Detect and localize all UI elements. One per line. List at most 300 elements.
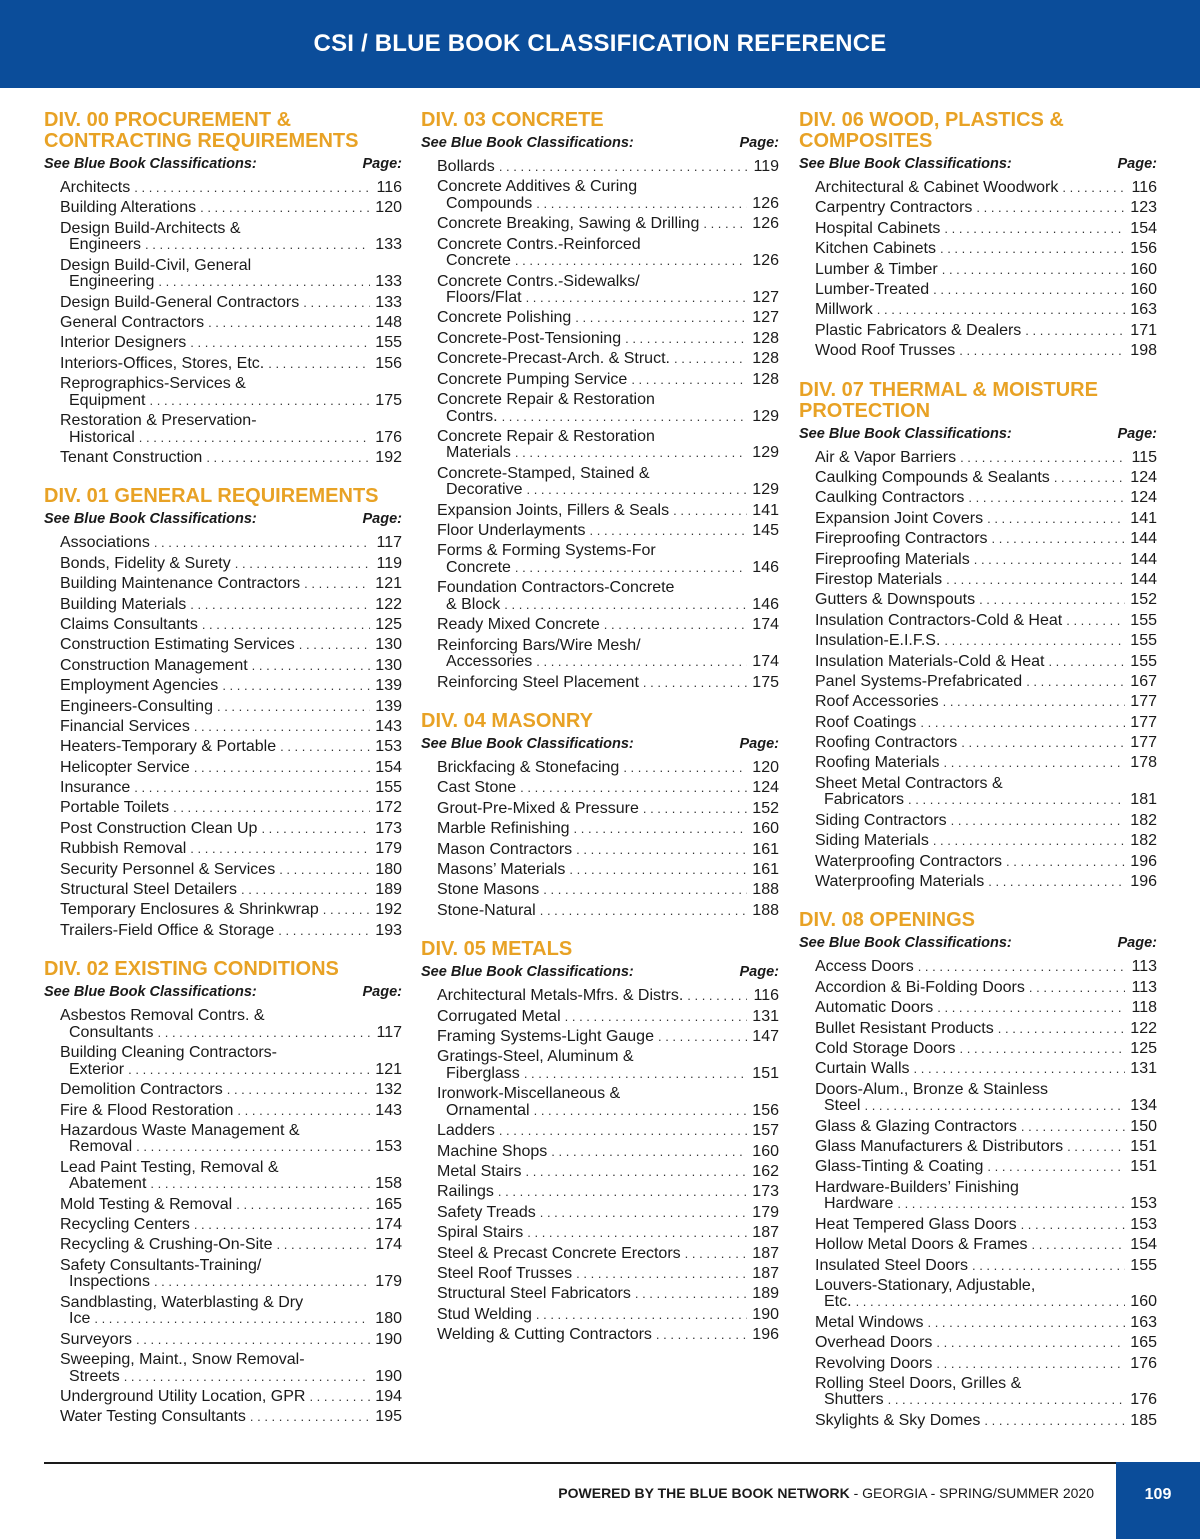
entry-page: 173 — [375, 819, 402, 837]
entry-row — [815, 221, 1157, 238]
dot-leader — [128, 1062, 370, 1079]
dot-leader — [536, 654, 747, 671]
classification-entry — [437, 1286, 779, 1303]
entry-page: 121 — [375, 575, 402, 593]
entry-row — [815, 323, 1157, 340]
classification-entry — [437, 1123, 779, 1140]
dot-leader — [943, 694, 1125, 711]
entry-row — [437, 290, 779, 307]
entry-name-line: Fire & Flood Restoration — [60, 1101, 234, 1119]
entry-page: 178 — [1130, 754, 1157, 772]
entry-page: 160 — [752, 1142, 779, 1160]
entry-name-line: Fireproofing Materials — [815, 550, 970, 568]
dot-leader — [134, 780, 370, 797]
entry-row — [60, 617, 402, 634]
entry-page: 157 — [752, 1122, 779, 1140]
classification-entry — [437, 1086, 779, 1119]
entry-page: 125 — [1130, 1040, 1157, 1057]
dot-leader — [136, 1332, 370, 1349]
division-title — [44, 486, 402, 507]
entry-page: 122 — [375, 595, 402, 613]
entry-row — [815, 755, 1157, 772]
classification-entry — [815, 1278, 1157, 1311]
entry-row — [60, 1025, 402, 1042]
entry-page: 134 — [1130, 1097, 1157, 1115]
page-label: Page: — [362, 511, 402, 528]
division-section — [799, 380, 1157, 891]
entry-name-line: Asbestos Removal Contrs. & — [60, 1007, 265, 1025]
entry-name-line: Welding & Cutting Contractors — [437, 1326, 652, 1344]
dot-leader — [590, 523, 748, 540]
classification-entry — [60, 1389, 402, 1406]
dot-leader — [1021, 1217, 1125, 1234]
entry-row — [437, 1225, 779, 1242]
entry-name-line: & Block — [446, 595, 501, 613]
entry-row — [815, 715, 1157, 732]
entry-name-line: Insulation Materials-Cold & Heat — [815, 652, 1045, 670]
entry-page: 163 — [1130, 1313, 1157, 1331]
entry-page: 175 — [752, 673, 779, 691]
entry-row — [437, 1266, 779, 1283]
entry-name-line: Steel Roof Trusses — [437, 1264, 573, 1282]
entry-name-line: Trailers-Field Office & Storage — [60, 921, 275, 939]
classification-header — [44, 156, 402, 173]
entry-row — [60, 1217, 402, 1234]
entry-row — [815, 1315, 1157, 1332]
dot-leader — [920, 715, 1125, 732]
dot-leader — [277, 1237, 370, 1254]
entry-name-line: Gratings-Steel, Aluminum & — [437, 1048, 634, 1066]
entry-row — [437, 862, 779, 879]
dot-leader — [551, 1144, 747, 1161]
classification-entry — [437, 638, 779, 671]
entry-page: 146 — [752, 558, 779, 576]
entry-page: 162 — [752, 1163, 779, 1180]
entry-row — [437, 903, 779, 920]
entry-page: 115 — [1131, 448, 1157, 466]
classification-header — [799, 156, 1157, 173]
dot-leader — [987, 1159, 1125, 1176]
entry-row — [437, 1144, 779, 1161]
page-label: Page: — [739, 964, 779, 981]
classification-entry — [815, 959, 1157, 976]
dot-leader — [124, 1369, 370, 1386]
classification-entry — [815, 755, 1157, 772]
dot-leader — [304, 576, 370, 593]
entry-name-line: Stud Welding — [437, 1305, 532, 1323]
dot-leader — [961, 735, 1125, 752]
entry-page: 196 — [752, 1326, 779, 1344]
entry-row — [437, 617, 779, 634]
classification-entry — [60, 1103, 402, 1120]
dot-leader — [927, 1315, 1125, 1332]
dot-leader — [540, 903, 747, 920]
entry-row — [437, 1009, 779, 1026]
entry-row — [815, 813, 1157, 830]
entry-row — [437, 196, 779, 213]
entry-page: 167 — [1130, 672, 1157, 690]
classification-label: See Blue Book Classifications: — [44, 984, 257, 1001]
dot-leader — [499, 159, 747, 176]
dot-leader — [888, 1392, 1125, 1409]
dot-leader — [515, 560, 747, 577]
division-title-line: DIV. 06 WOOD, PLASTICS & — [799, 109, 1064, 131]
classification-label: See Blue Book Classifications: — [421, 964, 634, 981]
entry-page: 123 — [1130, 199, 1157, 217]
entry-page: 124 — [1130, 489, 1157, 507]
dot-leader — [543, 882, 747, 899]
dot-leader — [278, 923, 370, 940]
dot-leader — [217, 699, 370, 716]
entry-row — [815, 1159, 1157, 1176]
entry-row — [437, 351, 779, 368]
classification-entry — [437, 1307, 779, 1324]
footer-brand: POWERED BY THE BLUE BOOK NETWORK — [558, 1485, 850, 1501]
entry-name-line: Glass & Glazing Contractors — [815, 1117, 1017, 1135]
entry-row — [60, 1103, 402, 1120]
classification-entry — [437, 372, 779, 389]
dot-leader — [520, 780, 747, 797]
entry-page: 192 — [375, 901, 402, 919]
entry-row — [437, 1327, 779, 1344]
entry-page: 172 — [375, 799, 402, 817]
entry-page: 113 — [1131, 958, 1157, 976]
dot-leader — [918, 959, 1125, 976]
entry-page: 179 — [375, 840, 402, 858]
classification-entry — [437, 1184, 779, 1201]
dot-leader — [502, 409, 747, 426]
page-label: Page: — [1117, 425, 1157, 442]
dot-leader — [1006, 854, 1125, 871]
dot-leader — [158, 1025, 371, 1042]
entry-name-line: Panel Systems-Prefabricated — [815, 672, 1023, 690]
classification-label: See Blue Book Classifications: — [44, 156, 257, 172]
entry-name-line: Spiral Stairs — [437, 1224, 524, 1242]
classification-entry — [815, 1335, 1157, 1352]
entry-page: 152 — [752, 799, 779, 817]
division-section — [799, 110, 1157, 360]
entry-name-line: Streets — [69, 1367, 120, 1385]
dot-leader — [194, 1217, 370, 1234]
entry-name-line: Rolling Steel Doors, Grilles & — [815, 1374, 1022, 1392]
entry-page: 132 — [375, 1081, 402, 1099]
entry-page: 171 — [1130, 321, 1157, 339]
entry-row — [60, 556, 402, 573]
classification-list — [60, 535, 402, 939]
entry-name-line: Safety Treads — [437, 1203, 536, 1221]
entry-row — [60, 356, 402, 373]
page-number-box — [1116, 1462, 1200, 1539]
entry-row — [437, 1066, 779, 1083]
entry-name-line: Corrugated Metal — [437, 1007, 561, 1025]
entry-page: 161 — [752, 860, 779, 878]
classification-entry — [60, 1045, 402, 1078]
entry-page: 179 — [375, 1273, 402, 1291]
dot-leader — [268, 356, 370, 373]
entry-name-line: Mold Testing & Removal — [60, 1195, 233, 1213]
entry-name-line: Hardware — [824, 1195, 894, 1213]
entry-name-line: Engineers-Consulting — [60, 697, 213, 715]
entry-name-line: Carpentry Contractors — [815, 199, 973, 217]
entry-page: 133 — [375, 273, 402, 291]
entry-row — [60, 237, 402, 254]
dot-leader — [524, 1066, 747, 1083]
division-title-line: DIV. 08 OPENINGS — [799, 909, 975, 932]
entry-row — [815, 735, 1157, 752]
dot-leader — [687, 988, 747, 1005]
footer-text — [558, 1485, 1094, 1501]
entry-name-line: Portable Toilets — [60, 799, 170, 817]
classification-entry — [437, 1164, 779, 1181]
dot-leader — [968, 490, 1125, 507]
dot-leader — [960, 1041, 1125, 1058]
entry-page: 185 — [1130, 1411, 1157, 1429]
entry-name-line: Interiors-Offices, Stores, Etc. — [60, 354, 265, 372]
entry-row — [815, 854, 1157, 871]
entry-name-line: Contrs. — [446, 407, 498, 425]
entry-page: 176 — [1130, 1391, 1157, 1409]
dot-leader — [504, 597, 747, 614]
entry-page: 188 — [752, 881, 779, 899]
division-title-line: DIV. 03 CONCRETE — [421, 109, 604, 131]
column-3 — [799, 110, 1157, 1449]
entry-name-line: Revolving Doors — [815, 1354, 933, 1372]
dot-leader — [527, 1225, 747, 1242]
classification-entry — [60, 576, 402, 593]
dot-leader — [252, 658, 370, 675]
division-title — [421, 110, 779, 131]
division-title — [421, 711, 779, 732]
entry-name-line: Lead Paint Testing, Removal & — [60, 1158, 279, 1176]
entry-name-line: Steel & Precast Concrete Erectors — [437, 1244, 681, 1262]
classification-entry — [815, 343, 1157, 360]
dot-leader — [515, 253, 747, 270]
entry-page: 156 — [375, 354, 402, 372]
entry-page: 187 — [752, 1244, 779, 1262]
entry-name-line: Concrete-Stamped, Stained & — [437, 464, 650, 482]
entry-row — [815, 1294, 1157, 1311]
footer-rule — [44, 1462, 1116, 1464]
entry-page: 154 — [1130, 219, 1157, 237]
entry-name-line: Insulated Steel Doors — [815, 1256, 968, 1274]
entry-name-line: Concrete — [446, 558, 511, 576]
entry-page: 119 — [753, 158, 779, 175]
entry-page: 153 — [375, 738, 402, 756]
entry-row — [815, 180, 1157, 197]
classification-entry — [60, 658, 402, 675]
entry-name-line: Sheet Metal Contractors & — [815, 774, 1003, 792]
entry-row — [60, 821, 402, 838]
entry-page: 160 — [1130, 1293, 1157, 1311]
entry-name-line: Sandblasting, Waterblasting & Dry — [60, 1293, 304, 1311]
entry-row — [815, 200, 1157, 217]
classification-entry — [437, 392, 779, 425]
dot-leader — [673, 503, 747, 520]
entry-name-line: Cast Stone — [437, 779, 517, 797]
entry-row — [437, 1246, 779, 1263]
entry-page: 141 — [752, 501, 779, 519]
classification-entry — [60, 821, 402, 838]
entry-name-line: Bullet Resistant Products — [815, 1019, 994, 1037]
classification-entry — [815, 552, 1157, 569]
entry-row — [815, 262, 1157, 279]
dot-leader — [236, 1197, 370, 1214]
entry-name-line: Concrete-Post-Tensioning — [437, 329, 622, 347]
dot-leader — [498, 1184, 747, 1201]
entry-row — [60, 902, 402, 919]
entry-name-line: Accordion & Bi-Folding Doors — [815, 978, 1025, 996]
entry-page: 147 — [752, 1028, 779, 1046]
entry-name-line: Decorative — [446, 481, 523, 499]
dot-leader — [190, 597, 370, 614]
entry-row — [815, 302, 1157, 319]
classification-entry — [437, 862, 779, 879]
classification-entry — [815, 694, 1157, 711]
entry-name-line: Financial Services — [60, 717, 190, 735]
entry-page: 154 — [1130, 1236, 1157, 1254]
entry-row — [60, 430, 402, 447]
entry-page: 124 — [752, 779, 779, 797]
entry-page: 175 — [375, 391, 402, 409]
dot-leader — [303, 295, 370, 312]
entry-name-line: Ironwork-Miscellaneous & — [437, 1085, 621, 1103]
classification-label: See Blue Book Classifications: — [799, 156, 1012, 172]
dot-leader — [864, 1098, 1125, 1115]
entry-row — [437, 216, 779, 233]
entry-page: 160 — [752, 820, 779, 838]
entry-page: 151 — [752, 1064, 779, 1082]
classification-entry — [60, 739, 402, 756]
dot-leader — [526, 290, 747, 307]
dot-leader — [631, 372, 747, 389]
classification-entry — [815, 613, 1157, 630]
entry-name-line: Hardware-Builders’ Finishing — [815, 1178, 1019, 1196]
classification-label: See Blue Book Classifications: — [799, 935, 1012, 952]
dot-leader — [536, 196, 747, 213]
dot-leader — [574, 821, 747, 838]
entry-name-line: Concrete Breaking, Sawing & Drilling — [437, 215, 700, 233]
entry-name-line: Concrete Contrs.-Sidewalks/ — [437, 272, 640, 290]
entry-name-line: Reinforcing Steel Placement — [437, 673, 639, 691]
classification-entry — [60, 1258, 402, 1291]
dot-leader — [643, 801, 747, 818]
classification-entry — [60, 678, 402, 695]
entry-name-line: Architectural & Cabinet Woodwork — [815, 179, 1059, 196]
classification-entry — [60, 923, 402, 940]
entry-name-line: Inspections — [69, 1273, 150, 1291]
entry-row — [815, 1335, 1157, 1352]
dot-leader — [1025, 323, 1125, 340]
dot-leader — [972, 1258, 1125, 1275]
entry-page: 190 — [375, 1330, 402, 1348]
dot-leader — [940, 241, 1125, 258]
classification-entry — [437, 543, 779, 576]
division-title-line: DIV. 07 THERMAL & MOISTURE — [799, 378, 1098, 401]
division-section — [421, 711, 779, 919]
entry-page: 144 — [1130, 530, 1157, 548]
page-number: 109 — [1144, 1486, 1172, 1503]
classification-entry — [815, 180, 1157, 197]
entry-page: 153 — [1130, 1215, 1157, 1233]
entry-row — [437, 523, 779, 540]
entry-row — [60, 678, 402, 695]
division-title-line: CONTRACTING REQUIREMENTS — [44, 130, 359, 152]
entry-page: 119 — [376, 554, 402, 572]
classification-entry — [815, 282, 1157, 299]
dot-leader — [154, 535, 370, 552]
entry-name-line: Firestop Materials — [815, 570, 943, 588]
classification-entry — [815, 1021, 1157, 1038]
dot-leader — [623, 760, 747, 777]
entry-name-line: Exterior — [69, 1060, 125, 1078]
division-title — [799, 110, 1157, 152]
division-title-line: DIV. 01 GENERAL REQUIREMENTS — [44, 485, 379, 508]
dot-leader — [575, 310, 747, 327]
classification-entry — [60, 760, 402, 777]
entry-name-line: Mason Contractors — [437, 840, 573, 858]
entry-name-line: Concrete Contrs.-Reinforced — [437, 235, 641, 253]
classification-list — [437, 760, 779, 919]
classification-entry — [60, 1197, 402, 1214]
dot-leader — [534, 1103, 747, 1120]
dot-leader — [299, 637, 370, 654]
dot-leader — [94, 1311, 370, 1328]
entry-row — [437, 821, 779, 838]
entry-name-line: Expansion Joint Covers — [815, 509, 984, 527]
entry-row — [60, 1197, 402, 1214]
dot-leader — [576, 1266, 747, 1283]
dot-leader — [1066, 613, 1125, 630]
entry-name-line: Ice — [69, 1310, 91, 1328]
classification-entry — [60, 1082, 402, 1099]
entry-row — [437, 780, 779, 797]
dot-leader — [604, 617, 747, 634]
classification-entry — [815, 654, 1157, 671]
entry-name-line: Concrete Repair & Restoration — [437, 391, 655, 409]
entry-name-line: Structural Steel Fabricators — [437, 1285, 631, 1303]
dot-leader — [540, 1205, 747, 1222]
entry-row — [437, 482, 779, 499]
entry-name-line: General Contractors — [60, 313, 205, 331]
entry-page: 127 — [752, 289, 779, 307]
entry-name-line: Metal Stairs — [437, 1163, 522, 1180]
dot-leader — [227, 1082, 370, 1099]
classification-entry — [815, 1237, 1157, 1254]
entry-name-line: Brickfacing & Stonefacing — [437, 759, 620, 777]
classification-entry — [437, 1144, 779, 1161]
dot-leader — [222, 678, 370, 695]
classification-entry — [60, 862, 402, 879]
classification-entry — [437, 1049, 779, 1082]
entry-row — [437, 1029, 779, 1046]
entry-page: 182 — [1130, 832, 1157, 850]
entry-name-line: Heat Tempered Glass Doors — [815, 1215, 1017, 1233]
entry-row — [60, 335, 402, 352]
classification-entry — [437, 675, 779, 692]
entry-page: 161 — [752, 840, 779, 858]
entry-name-line: Engineers — [69, 236, 142, 254]
classification-entry — [60, 597, 402, 614]
entry-row — [60, 923, 402, 940]
entry-row — [60, 535, 402, 552]
entry-name-line: Air & Vapor Barriers — [815, 448, 957, 466]
entry-row — [815, 613, 1157, 630]
entry-name-line: Floors/Flat — [446, 289, 522, 307]
entry-row — [60, 1389, 402, 1406]
classification-entry — [60, 450, 402, 467]
classification-entry — [815, 1082, 1157, 1115]
entry-name-line: Doors-Alum., Bronze & Stainless — [815, 1080, 1048, 1098]
